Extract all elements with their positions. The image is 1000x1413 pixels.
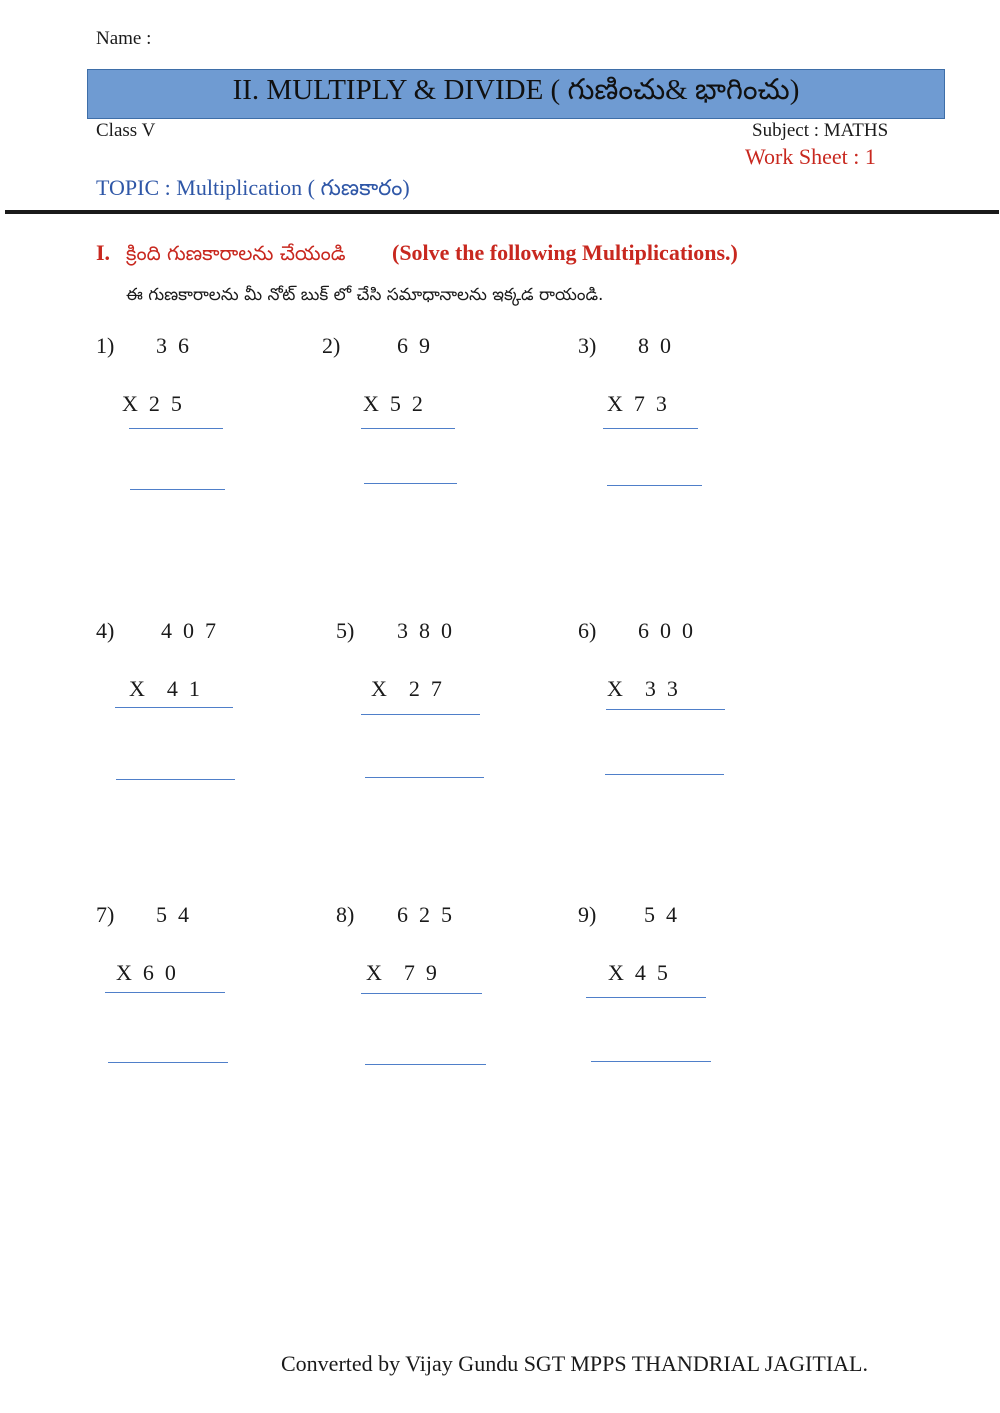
class-label: Class V (96, 120, 156, 141)
product-line (361, 714, 480, 715)
product-line (129, 428, 223, 429)
multiplicand: 4 0 7 (161, 618, 216, 643)
multiplicand: 6 0 0 (638, 618, 693, 643)
section-heading-telugu: క్రింది గుణకారాలను చేయండి (126, 241, 346, 265)
footer-credit: Converted by Vijay Gundu SGT MPPS THANDRIAL JAGITIAL. (281, 1351, 868, 1376)
product-line (105, 992, 225, 993)
multiplier: X 5 2 (363, 391, 423, 416)
problem-number: 7) (96, 902, 115, 927)
multiplicand: 5 4 (644, 902, 677, 927)
answer-line[interactable] (108, 1062, 228, 1063)
topic-label: TOPIC : Multiplication ( గుణకారం) (96, 175, 410, 200)
multiplier: X 3 3 (607, 676, 678, 701)
multiplier: X 4 5 (608, 960, 668, 985)
problem-number: 9) (578, 902, 597, 927)
product-line (606, 709, 725, 710)
problem-number: 3) (578, 333, 597, 358)
answer-line[interactable] (607, 485, 702, 486)
product-line (115, 707, 233, 708)
multiplier: X 6 0 (116, 960, 176, 985)
problem-number: 2) (322, 333, 341, 358)
multiplicand: 3 6 (156, 333, 189, 358)
section-heading-english: (Solve the following Multiplications.) (392, 240, 738, 265)
multiplicand: 3 8 0 (397, 618, 452, 643)
multiplicand: 6 2 5 (397, 902, 452, 927)
answer-line[interactable] (365, 1064, 486, 1065)
answer-line[interactable] (130, 489, 225, 490)
problem-number: 8) (336, 902, 355, 927)
multiplier: X 4 1 (129, 676, 200, 701)
instruction-text: ఈ గుణకారాలను మీ నోట్ బుక్ లో చేసి సమాధానాలను ఇక్కడ రాయండి. (126, 285, 604, 305)
worksheet-title: II. MULTIPLY & DIVIDE ( గుణించు& భాగించు) (87, 69, 945, 119)
answer-line[interactable] (605, 774, 724, 775)
answer-line[interactable] (116, 779, 235, 780)
product-line (603, 428, 698, 429)
product-line (586, 997, 706, 998)
multiplier: X 7 9 (366, 960, 437, 985)
header-divider (5, 210, 999, 214)
multiplier: X 7 3 (607, 391, 667, 416)
subject-label: Subject : MATHS (752, 120, 889, 141)
multiplicand: 8 0 (638, 333, 671, 358)
answer-line[interactable] (365, 777, 484, 778)
multiplicand: 5 4 (156, 902, 189, 927)
name-label: Name : (96, 28, 152, 49)
worksheet-number: Work Sheet : 1 (745, 144, 876, 169)
multiplier: X 2 7 (371, 676, 442, 701)
product-line (361, 993, 482, 994)
answer-line[interactable] (591, 1061, 711, 1062)
section-number: I. (96, 240, 111, 265)
problem-number: 5) (336, 618, 355, 643)
multiplicand: 6 9 (397, 333, 430, 358)
problem-number: 6) (578, 618, 597, 643)
product-line (361, 428, 455, 429)
problem-number: 1) (96, 333, 115, 358)
problem-number: 4) (96, 618, 115, 643)
answer-line[interactable] (364, 483, 457, 484)
multiplier: X 2 5 (122, 391, 182, 416)
